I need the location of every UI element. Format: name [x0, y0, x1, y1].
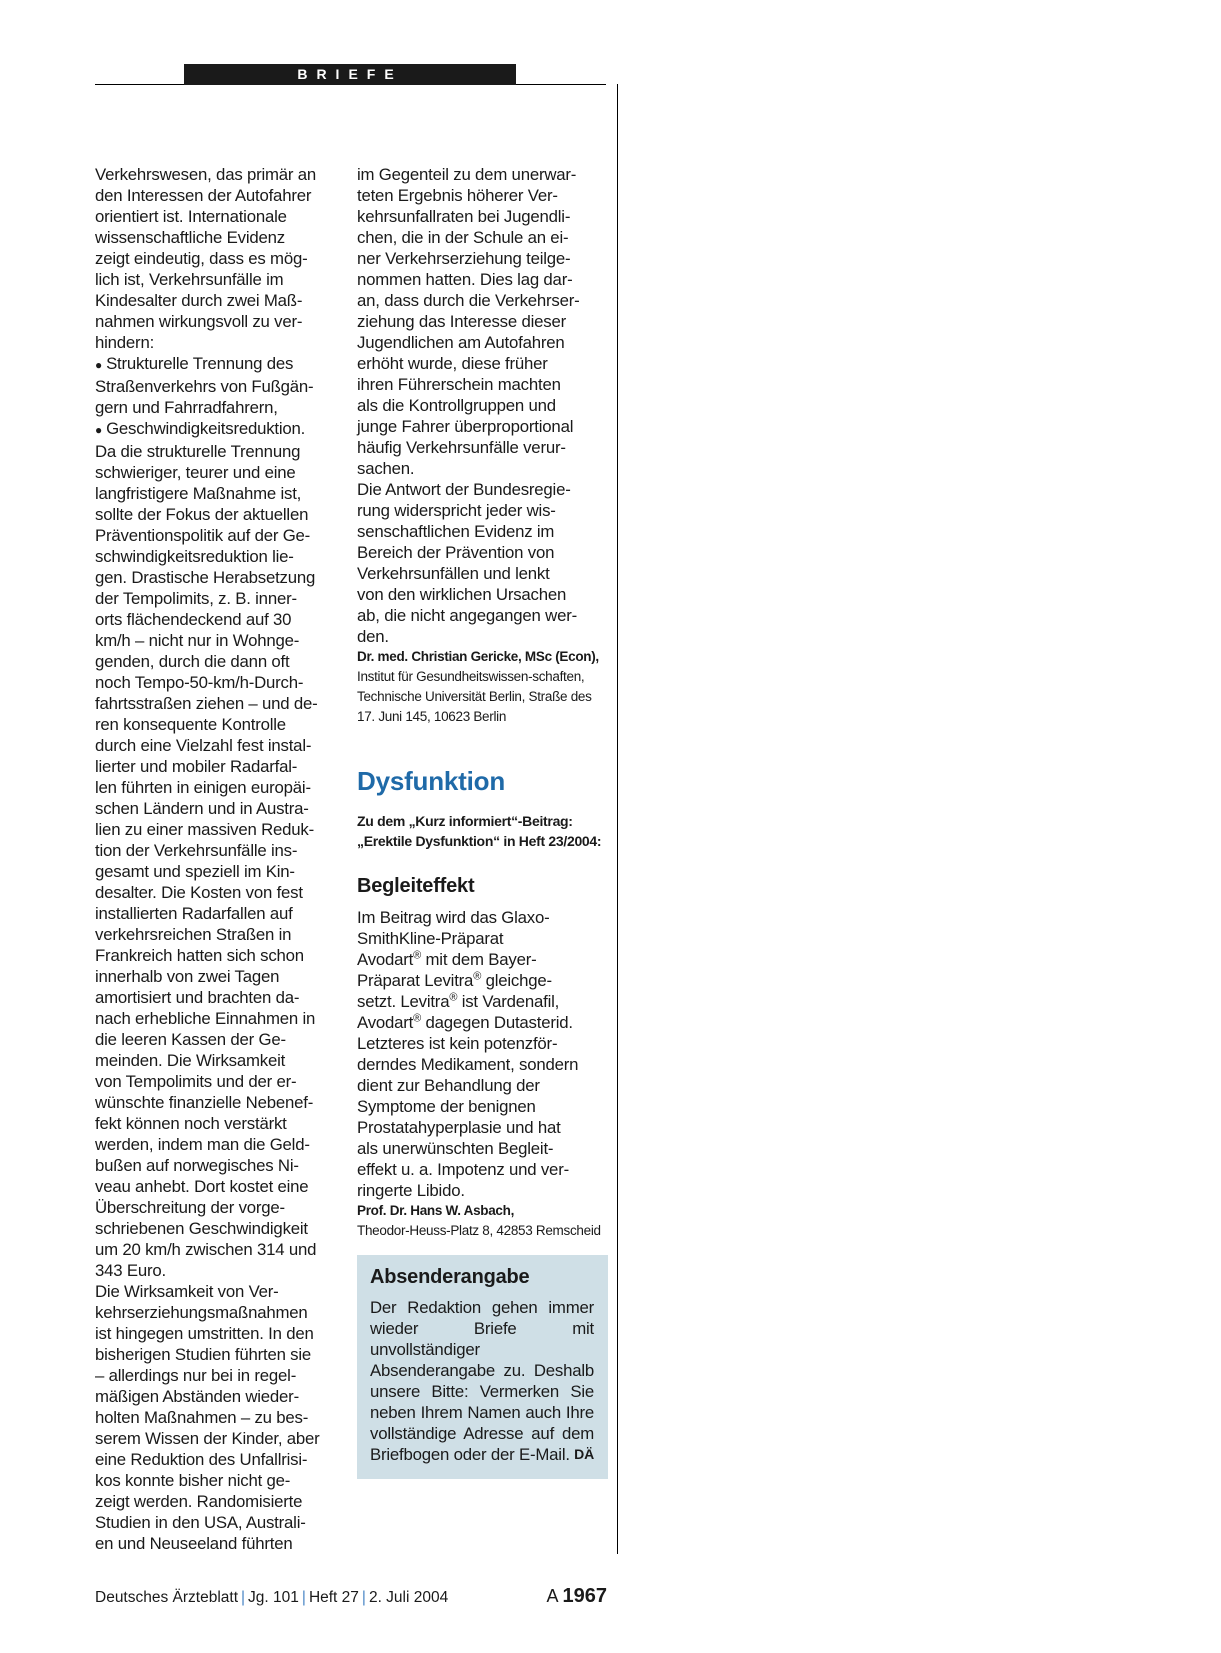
- text-line: lierter und mobiler Radarfal-: [95, 757, 298, 776]
- notice-signature: DÄ: [574, 1446, 594, 1462]
- text-line: desalter. Die Kosten von fest: [95, 883, 303, 902]
- text-line: fekt können noch verstärkt: [95, 1114, 287, 1133]
- text-line: ihren Führerschein machten: [357, 375, 561, 394]
- text-line: Da die strukturelle Trennung: [95, 442, 301, 461]
- text-line: als unerwünschten Begleit-: [357, 1139, 554, 1158]
- notice-box-title: Absenderangabe: [370, 1266, 530, 1288]
- text-line: bisherigen Studien führten sie: [95, 1345, 312, 1364]
- text-line: installierten Radarfallen auf: [95, 904, 293, 923]
- column-rule: [617, 84, 618, 1554]
- author-1-address: Institut für Gesundheitswissen-schaften, Technische Universität Berlin, Straße des 17. Juni 145, 10623 Berlin: [357, 669, 592, 724]
- text-line: Präventionspolitik auf der Ge-: [95, 526, 311, 545]
- registered-mark: ®: [413, 1012, 422, 1025]
- text-line: holten Maßnahmen – zu bes-: [95, 1408, 309, 1427]
- text-line: en und Neuseeland führten: [95, 1534, 293, 1553]
- text-line: von Tempolimits und der er-: [95, 1072, 297, 1091]
- text-line: – allerdings nur bei in regel-: [95, 1366, 297, 1385]
- text-line: wissenschaftliche Evidenz: [95, 228, 285, 247]
- text-line: schwindigkeitsreduktion lie-: [95, 547, 294, 566]
- text-line: ab, die nicht angegangen wer-: [357, 606, 577, 625]
- text-line: zeigt werden. Randomisierte: [95, 1492, 303, 1511]
- text-line: ● Geschwindigkeitsreduktion.: [95, 418, 345, 441]
- text-line: nahmen wirkungsvoll zu ver-: [95, 312, 303, 331]
- text-line: noch Tempo-50-km/h-Durch-: [95, 673, 304, 692]
- text-line: sachen.: [357, 459, 415, 478]
- journal-name: Deutsches Ärzteblatt: [95, 1589, 239, 1606]
- text-line: schen Ländern und in Austra-: [95, 799, 309, 818]
- text-line: der Tempolimits, z. B. inner-: [95, 589, 297, 608]
- text-line: Die Antwort der Bundesregie-: [357, 480, 571, 499]
- author-2-address: Theodor-Heuss-Platz 8, 42853 Remscheid: [357, 1223, 601, 1238]
- text-line: fahrtsstraßen ziehen – und de-: [95, 694, 318, 713]
- letter-2-title: Begleiteffekt: [357, 875, 475, 897]
- date: 2. Juli 2004: [368, 1589, 449, 1606]
- text-line: lich ist, Verkehrsunfälle im: [95, 270, 284, 289]
- text-line: ● Strukturelle Trennung des: [95, 353, 345, 376]
- text-line: ist hingegen umstritten. In den: [95, 1324, 314, 1343]
- volume: Jg. 101: [248, 1589, 299, 1606]
- text-line: erhöht wurde, diese früher: [357, 354, 548, 373]
- text-line: den.: [357, 627, 389, 646]
- text-line: nommen hatten. Dies lag dar-: [357, 270, 573, 289]
- text-line: Überschreitung der vorge-: [95, 1198, 285, 1217]
- text-line: die leeren Kassen der Ge-: [95, 1030, 286, 1049]
- text-line: zeigt eindeutig, dass es mög-: [95, 249, 308, 268]
- text-line: eine Reduktion des Unfallrisi-: [95, 1450, 308, 1469]
- text-line: wünschte finanzielle Nebenef-: [95, 1093, 314, 1112]
- text-line: serem Wissen der Kinder, aber: [95, 1429, 320, 1448]
- letter-1-continuation: [357, 164, 607, 647]
- letter-column-1: [95, 164, 345, 1554]
- section-title: Dysfunktion: [357, 766, 506, 796]
- text-line: chen, die in der Schule an ei-: [357, 228, 569, 247]
- text-line: schriebenen Geschwindigkeit: [95, 1219, 308, 1238]
- text-line: an, dass durch die Verkehrser-: [357, 291, 580, 310]
- text-line: ringerte Libido.: [357, 1181, 465, 1200]
- text-line: Bereich der Prävention von: [357, 543, 555, 562]
- text-line: Letzteres ist kein potenzför-: [357, 1034, 558, 1053]
- section-header: BRIEFE: [184, 64, 516, 85]
- text-line: genden, durch die dann oft: [95, 652, 290, 671]
- text-line: Kindesalter durch zwei Maß-: [95, 291, 303, 310]
- text-line: mäßigen Abständen wieder-: [95, 1387, 299, 1406]
- text-line: Prostatahyperplasie und hat: [357, 1118, 561, 1137]
- text-line: Frankreich hatten sich schon: [95, 946, 304, 965]
- text-line: lien zu einer massiven Reduk-: [95, 820, 314, 839]
- text-line: kehrsunfallraten bei Jugendli-: [357, 207, 571, 226]
- text-line: Verkehrsunfällen und lenkt: [357, 564, 550, 583]
- text-line: im Gegenteil zu dem unerwar-: [357, 165, 577, 184]
- letter-2-body: [357, 907, 607, 1201]
- text-line: tion der Verkehrsunfälle ins-: [95, 841, 298, 860]
- text-line: rung widerspricht jeder wis-: [357, 501, 556, 520]
- text-line: teten Ergebnis höherer Ver-: [357, 186, 558, 205]
- article-reference: Zu dem „Kurz informiert“-Beitrag: „Erektile Dysfunktion“ in Heft 23/2004:: [357, 813, 602, 849]
- text-line: Avodart® mit dem Bayer-: [357, 949, 537, 969]
- text-line: durch eine Vielzahl fest instal-: [95, 736, 312, 755]
- text-line: Studien in den USA, Australi-: [95, 1513, 306, 1532]
- page-footer: Deutsches Ärzteblatt | Jg. 101 | Heft 27 | 2. Juli 2004 A 1967: [95, 1585, 607, 1607]
- text-line: Straßenverkehrs von Fußgän-: [95, 377, 314, 396]
- text-line: Avodart® dagegen Dutasterid.: [357, 1012, 573, 1032]
- text-line: Die Wirksamkeit von Ver-: [95, 1282, 279, 1301]
- text-line: nach erhebliche Einnahmen in: [95, 1009, 316, 1028]
- text-line: Im Beitrag wird das Glaxo-: [357, 908, 550, 927]
- text-line: ziehung das Interesse dieser: [357, 312, 566, 331]
- page-number: A 1967: [546, 1585, 607, 1607]
- text-line: kehrserziehungsmaßnahmen: [95, 1303, 308, 1322]
- text-line: len führten in einigen europäi-: [95, 778, 311, 797]
- text-line: gesamt und speziell im Kin-: [95, 862, 295, 881]
- text-line: 343 Euro.: [95, 1261, 166, 1280]
- text-line: innerhalb von zwei Tagen: [95, 967, 280, 986]
- text-line: meinden. Die Wirksamkeit: [95, 1051, 286, 1070]
- text-line: um 20 km/h zwischen 314 und: [95, 1240, 317, 1259]
- registered-mark: ®: [449, 991, 458, 1004]
- text-line: als die Kontrollgruppen und: [357, 396, 556, 415]
- text-line: derndes Medikament, sondern: [357, 1055, 579, 1074]
- author-2: [357, 1201, 607, 1241]
- text-line: setzt. Levitra® ist Vardenafil,: [357, 991, 560, 1011]
- text-line: senschaftlichen Evidenz im: [357, 522, 555, 541]
- text-line: Symptome der benignen: [357, 1097, 536, 1116]
- text-line: junge Fahrer überproportional: [357, 417, 574, 436]
- text-line: von den wirklichen Ursachen: [357, 585, 567, 604]
- text-line: Jugendlichen am Autofahren: [357, 333, 565, 352]
- text-line: langfristigere Maßnahme ist,: [95, 484, 302, 503]
- author-1: [357, 647, 607, 727]
- text-line: km/h – nicht nur in Wohnge-: [95, 631, 300, 650]
- text-line: Präparat Levitra® gleichge-: [357, 970, 552, 990]
- text-line: amortisiert und brachten da-: [95, 988, 300, 1007]
- text-line: schwieriger, teurer und eine: [95, 463, 296, 482]
- notice-box: [357, 1255, 608, 1479]
- text-line: SmithKline-Präparat: [357, 929, 504, 948]
- text-line: kos konnte bisher nicht ge-: [95, 1471, 291, 1490]
- text-line: effekt u. a. Impotenz und ver-: [357, 1160, 569, 1179]
- text-line: veau anhebt. Dort kostet eine: [95, 1177, 309, 1196]
- registered-mark: ®: [473, 970, 482, 983]
- text-line: gern und Fahrradfahrern,: [95, 398, 278, 417]
- text-line: orts flächendeckend auf 30: [95, 610, 292, 629]
- text-line: bußen auf norwegisches Ni-: [95, 1156, 299, 1175]
- text-line: häufig Verkehrsunfälle verur-: [357, 438, 566, 457]
- notice-box-text: Der Redaktion gehen immer wieder Briefe mit unvollständiger Absenderangabe zu. Deshalb unsere Bitte: Vermerken Sie neben Ihrem Namen auch Ihre vollständige Adresse auf dem Briefbogen oder der E-Mail. DÄ: [370, 1298, 594, 1464]
- text-line: werden, indem man die Geld-: [95, 1135, 310, 1154]
- text-line: hindern:: [95, 333, 155, 352]
- text-line: ren konsequente Kontrolle: [95, 715, 286, 734]
- author-1-name: Dr. med. Christian Gericke, MSc (Econ),: [357, 649, 599, 664]
- text-line: ner Verkehrserziehung teilge-: [357, 249, 571, 268]
- author-2-name: Prof. Dr. Hans W. Asbach,: [357, 1203, 515, 1218]
- text-line: orientiert ist. Internationale: [95, 207, 287, 226]
- text-line: den Interessen der Autofahrer: [95, 186, 312, 205]
- issue: Heft 27: [308, 1589, 359, 1606]
- text-line: sollte der Fokus der aktuellen: [95, 505, 309, 524]
- text-line: gen. Drastische Herabsetzung: [95, 568, 316, 587]
- text-line: verkehrsreichen Straßen in: [95, 925, 292, 944]
- text-line: dient zur Behandlung der: [357, 1076, 540, 1095]
- registered-mark: ®: [413, 949, 422, 962]
- letter-column-2: [357, 164, 607, 1479]
- text-line: Verkehrswesen, das primär an: [95, 165, 317, 184]
